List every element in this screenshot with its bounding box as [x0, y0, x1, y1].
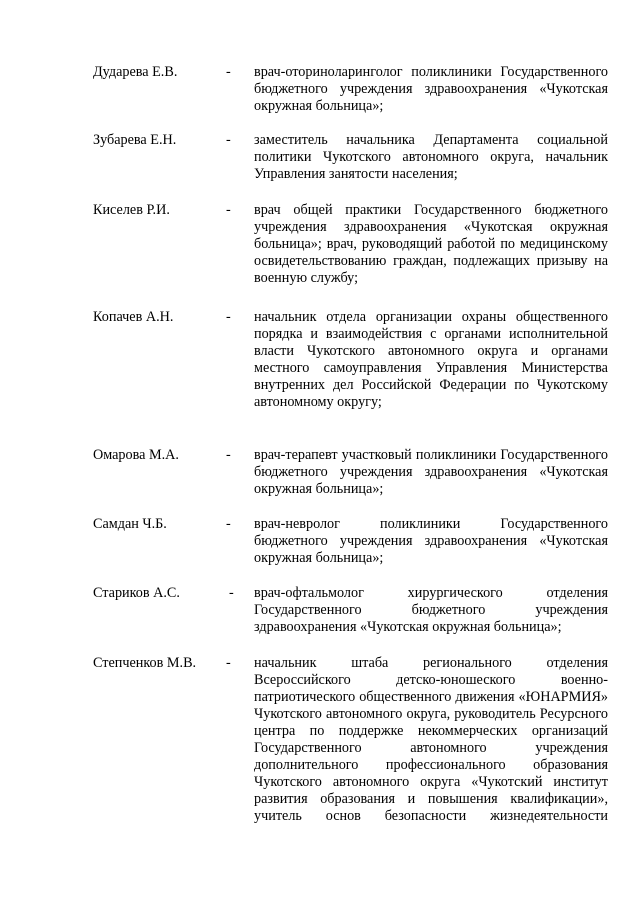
separator-dash: -: [226, 64, 231, 80]
person-name: Степченков М.В.: [93, 655, 197, 671]
person-name: Киселев Р.И.: [93, 202, 170, 218]
person-position: врач-терапевт участковый поликлиники Государственного бюджетного учреждения здравоохранения «Чукотская окружная больница»;: [254, 447, 608, 497]
person-name: Омарова М.А.: [93, 447, 179, 463]
person-name: Зубарева Е.Н.: [93, 132, 177, 148]
person-position: врач-невролог поликлиники Государственного бюджетного учреждения здравоохранения «Чукотская окружная больница»;: [254, 516, 608, 566]
separator-dash: -: [226, 202, 231, 218]
separator-dash: -: [229, 585, 234, 601]
person-name: Дударева Е.В.: [93, 64, 178, 80]
person-position: заместитель начальника Департамента социальной политики Чукотского автономного округа, начальник Управления занятости населения;: [254, 132, 608, 182]
separator-dash: -: [226, 132, 231, 148]
person-position: врач-оториноларинголог поликлиники Государственного бюджетного учреждения здравоохранения «Чукотская окружная больница»;: [254, 64, 608, 114]
separator-dash: -: [226, 447, 231, 463]
person-position: начальник штаба регионального отделения Всероссийского детско-юношеского военно-патриотического общественного движения «ЮНАРМИЯ» Чукотского автономного округа, руководитель Ресурсного центра по поддержке некоммерческих организаций Государственного автономного учреждения дополнительного профессионального образования Чукотского автономного округа «Чукотский институт развития образования и повышения квалификации», учитель основ безопасности жизнедеятельности: [254, 655, 608, 824]
separator-dash: -: [226, 309, 231, 325]
person-position: врач-офтальмолог хирургического отделения Государственного бюджетного учреждения здравоохранения «Чукотская окружная больница»;: [254, 585, 608, 635]
person-position: начальник отдела организации охраны общественного порядка и взаимодействия с органами исполнительной власти Чукотского автономного округа и органами местного самоуправления Управления Министерства внутренних дел Российской Федерации по Чукотскому автономному округу;: [254, 309, 608, 410]
person-name: Копачев А.Н.: [93, 309, 174, 325]
separator-dash: -: [226, 655, 231, 671]
person-name: Стариков А.С.: [93, 585, 180, 601]
person-position: врач общей практики Государственного бюджетного учреждения здравоохранения «Чукотская окружная больница»; врач, руководящий работой по медицинскому освидетельствованию граждан, подлежащих призыву на военную службу;: [254, 202, 608, 286]
separator-dash: -: [226, 516, 231, 532]
person-name: Самдан Ч.Б.: [93, 516, 167, 532]
